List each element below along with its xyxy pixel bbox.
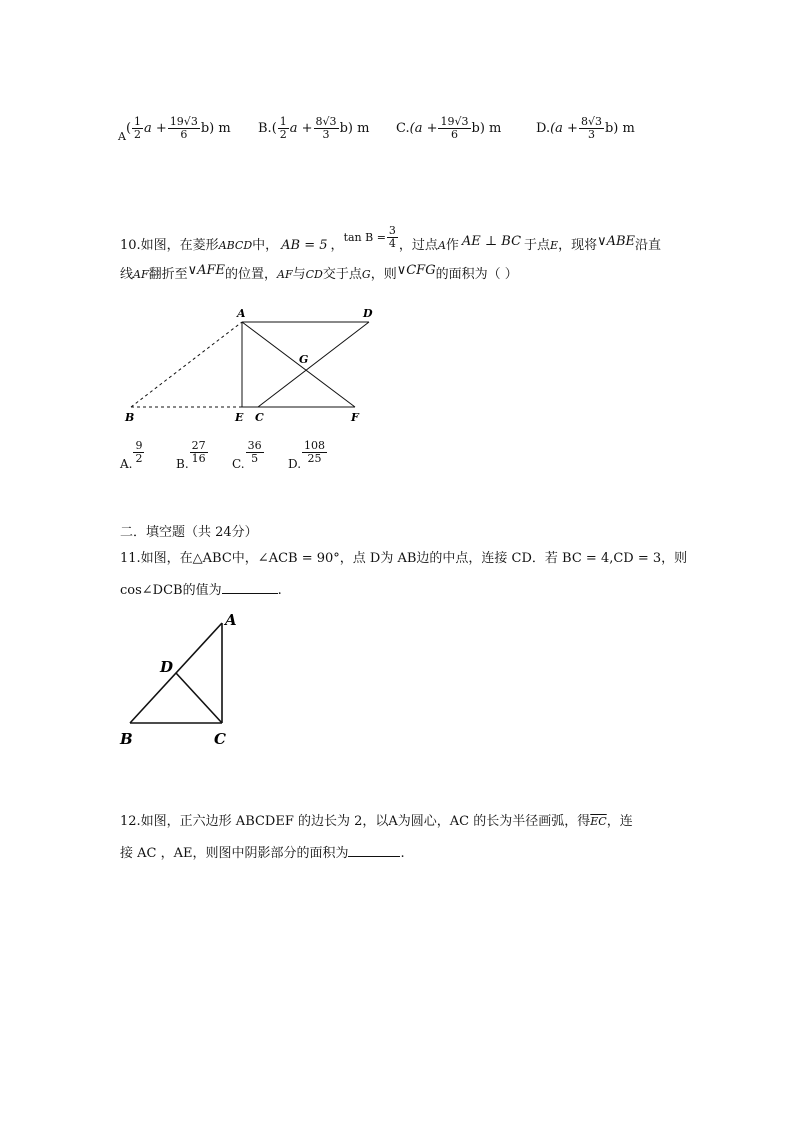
q10-option-b: B. $\frac{27}{16}$	[176, 439, 206, 471]
section-title: 二．填空题（共 24分）	[120, 525, 258, 540]
q10-option-d: D. $\frac{108}{25}$	[288, 439, 326, 471]
label-f: F	[351, 411, 359, 424]
fraction: $\frac{1}{2}$	[134, 115, 142, 141]
q9-option-b: B.( $\frac{1}{2}$ a + $\frac{8√3}{3}$ b) m	[258, 115, 370, 141]
q9-option-letter: C.	[396, 121, 410, 136]
q10-line-2: 线AF翻折至∨AFE的位置，AF与CD交于点G，则∨CFG的面积为（ ）	[120, 263, 518, 282]
label-a: A	[237, 307, 246, 320]
q9-option-letter: D.	[536, 121, 551, 136]
q9-option-letter: A	[118, 130, 126, 143]
q9-option-c: C.(a + $\frac{19√3}{6}$ b) m	[396, 115, 502, 141]
segment-cd	[176, 673, 222, 723]
q11-line-2: cos∠DCB的值为 .	[120, 583, 282, 598]
segment-ba-dashed	[131, 322, 242, 407]
q11-triangle-figure	[115, 605, 255, 750]
fraction: $\frac{19√3}{6}$	[440, 115, 469, 141]
label-c: C	[214, 730, 226, 748]
q10-rhombus-figure	[118, 300, 388, 430]
fraction: $\frac{1}{2}$	[279, 115, 287, 141]
label-e: E	[235, 411, 244, 424]
answer-blank[interactable]	[222, 581, 278, 594]
q9-option-a: $_A$( $\frac{1}{2}$ a + $\frac{19√3}{6}$ b) m	[118, 115, 231, 143]
q10-option-a: A. $\frac{9}{2}$	[120, 439, 143, 471]
q12-line-2: 接 AC ，AE，则图中阴影部分的面积为 .	[120, 846, 405, 861]
label-d: D	[160, 658, 174, 676]
label-d: D	[363, 307, 373, 320]
label-c: C	[255, 411, 264, 424]
label-a: A	[225, 611, 237, 629]
tan-expression: tan B = $\frac{3}{4}$	[343, 224, 396, 250]
fraction: $\frac{8√3}{3}$	[580, 115, 602, 141]
label-b: B	[125, 411, 135, 424]
q9-option-letter: B.	[258, 121, 272, 136]
label-b: B	[120, 730, 133, 748]
segment-cd	[258, 322, 369, 407]
fraction: $\frac{19√3}{6}$	[169, 115, 198, 141]
fraction: $\frac{8√3}{3}$	[315, 115, 337, 141]
q10-line-1: 10.如图，在菱形ABCD中， AB = 5 ，tan B = $\frac{3}{4}$ ，过点A作 AE ⊥ BC 于点E，现将∨ABE沿直	[120, 224, 662, 253]
q11-line-1: 11.如图，在△ABC中，∠ACB = 90°，点 D为 AB边的中点，连接 CD．若 BC = 4,CD = 3，则	[120, 551, 688, 566]
q12-line-1: 12.如图，正六边形 ABCDEF 的边长为 2，以A为圆心，AC 的长为半径画弧，得$\overline{EC}$，连	[120, 814, 633, 829]
arc-ec: $\overline{EC}$	[590, 815, 607, 828]
answer-blank[interactable]	[348, 844, 400, 857]
q9-option-d: D.(a + $\frac{8√3}{3}$ b) m	[536, 115, 635, 141]
q10-option-c: C. $\frac{36}{5}$	[232, 439, 262, 471]
label-g: G	[299, 353, 309, 366]
q10-options	[120, 439, 344, 471]
